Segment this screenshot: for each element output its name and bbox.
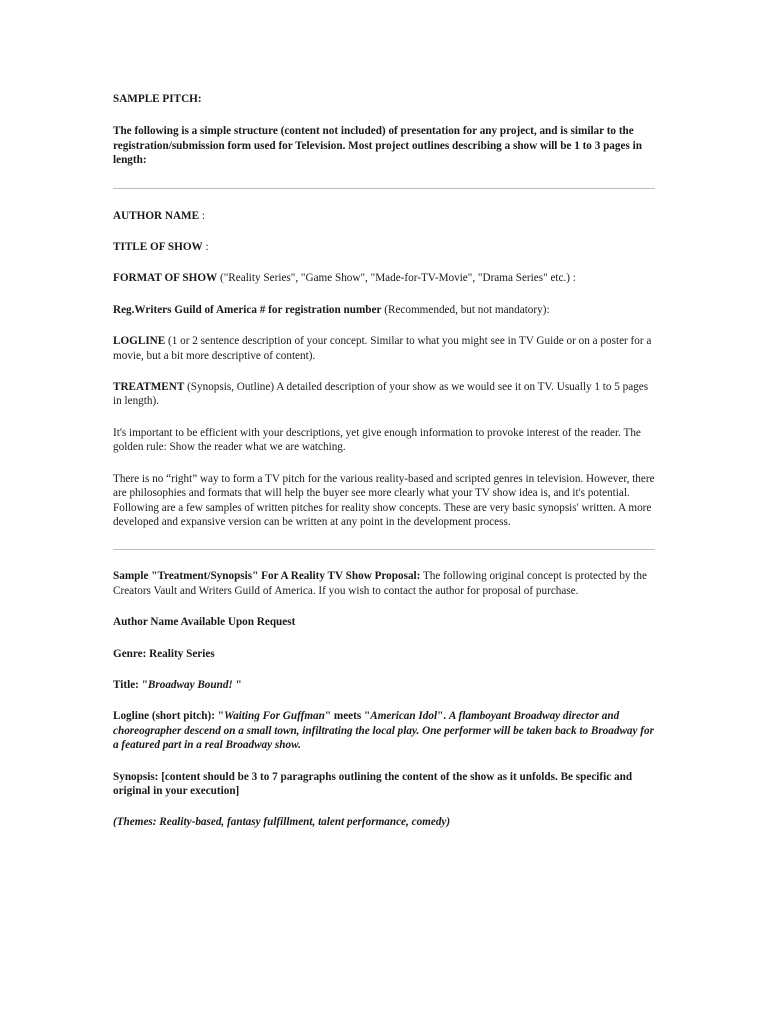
treatment-label: TREATMENT	[113, 381, 185, 394]
title-of-show-label: TITLE OF SHOW	[113, 241, 203, 254]
logline-field	[113, 334, 658, 363]
sample-title-value: Broadway Bound!	[147, 678, 233, 691]
document-page	[113, 92, 658, 830]
sample-intro-label: Sample "Treatment/Synopsis" For A Reality TV Show Proposal:	[113, 570, 421, 583]
no-right-way-paragraph: There is no “right” way to form a TV pitch for the various reality-based and scripted genres in television. However, there are philosophies and formats that will help the buyer see more clearly what your TV show idea is, and it's potential. Following are a few samples of written pitches for reality show concepts. These are very basic synopsis' written. A more developed and expansive version can be written at any point in the development process.	[113, 472, 655, 528]
title-of-show-field	[113, 240, 658, 254]
treatment-text: (Synopsis, Outline) A detailed description of your show as we would see it on TV. Usually 1 to 5 pages in length).	[113, 381, 649, 408]
sample-logline-film2: American Idol	[370, 710, 438, 723]
divider-bottom	[113, 549, 655, 550]
sample-title-open-quote: "	[141, 678, 148, 691]
registration-field	[113, 303, 658, 317]
intro-paragraph: The following is a simple structure (content not included) of presentation for any project, and is similar to the registration/submission form used for Television. Most project outlines describing a show will be 1 to 3 pages in length:	[113, 125, 642, 167]
efficiency-paragraph: It's important to be efficient with your descriptions, yet give enough information to provoke interest of the reader. The golden rule: Show the reader what we are watching.	[113, 426, 641, 454]
treatment-field	[113, 380, 658, 409]
sample-synopsis-paragraph: Synopsis: [content should be 3 to 7 paragraphs outlining the content of the show as it unfolds. Be specific and original in your execution]	[113, 770, 633, 797]
sample-title-close-quote: "	[232, 678, 242, 691]
sample-logline-paragraph	[113, 709, 658, 752]
sample-logline-close-quote: ".	[437, 710, 449, 723]
divider-top	[113, 188, 655, 189]
registration-label: Reg.Writers Guild of America # for registration number	[113, 303, 382, 316]
logline-label: LOGLINE	[113, 335, 166, 348]
sample-logline-open-quote: "	[217, 710, 224, 723]
registration-text: (Recommended, but not mandatory):	[381, 303, 550, 316]
sample-title-line	[113, 678, 658, 692]
sample-intro-paragraph	[113, 569, 658, 598]
sample-genre-line: Genre: Reality Series	[113, 647, 215, 660]
page-title: SAMPLE PITCH:	[113, 93, 202, 105]
sample-logline-label: Logline (short pitch):	[113, 710, 218, 723]
author-name-label: AUTHOR NAME	[113, 209, 200, 222]
sample-intro-text: The following original concept is protected by the Creators Vault and Writers Guild of America. If you wish to contact the author for proposal of purchase.	[113, 570, 647, 597]
sample-logline-description: A flamboyant Broadway director and choreographer descend on a small town, infiltrating the local play. One performer will be taken back to Broadway for a featured part in a real Broadway show.	[113, 710, 654, 752]
sample-logline-meets: " meets "	[324, 710, 371, 723]
title-of-show-colon: :	[202, 241, 209, 254]
author-name-colon: :	[199, 209, 205, 222]
sample-themes-line: (Themes: Reality-based, fantasy fulfillment, talent performance, comedy)	[113, 816, 451, 829]
format-of-show-label: FORMAT OF SHOW	[113, 272, 218, 285]
format-of-show-text: ("Reality Series", "Game Show", "Made-for-TV-Movie", "Drama Series" etc.) :	[217, 272, 576, 285]
logline-text: (1 or 2 sentence description of your concept. Similar to what you might see in TV Guide or on a poster for a movie, but a bit more descriptive of content).	[113, 335, 652, 362]
sample-title-label: Title:	[113, 678, 142, 691]
author-name-field	[113, 209, 658, 223]
format-of-show-field	[113, 271, 658, 285]
sample-logline-film1: Waiting For Guffman	[223, 710, 325, 723]
sample-author-line: Author Name Available Upon Request	[113, 616, 296, 629]
